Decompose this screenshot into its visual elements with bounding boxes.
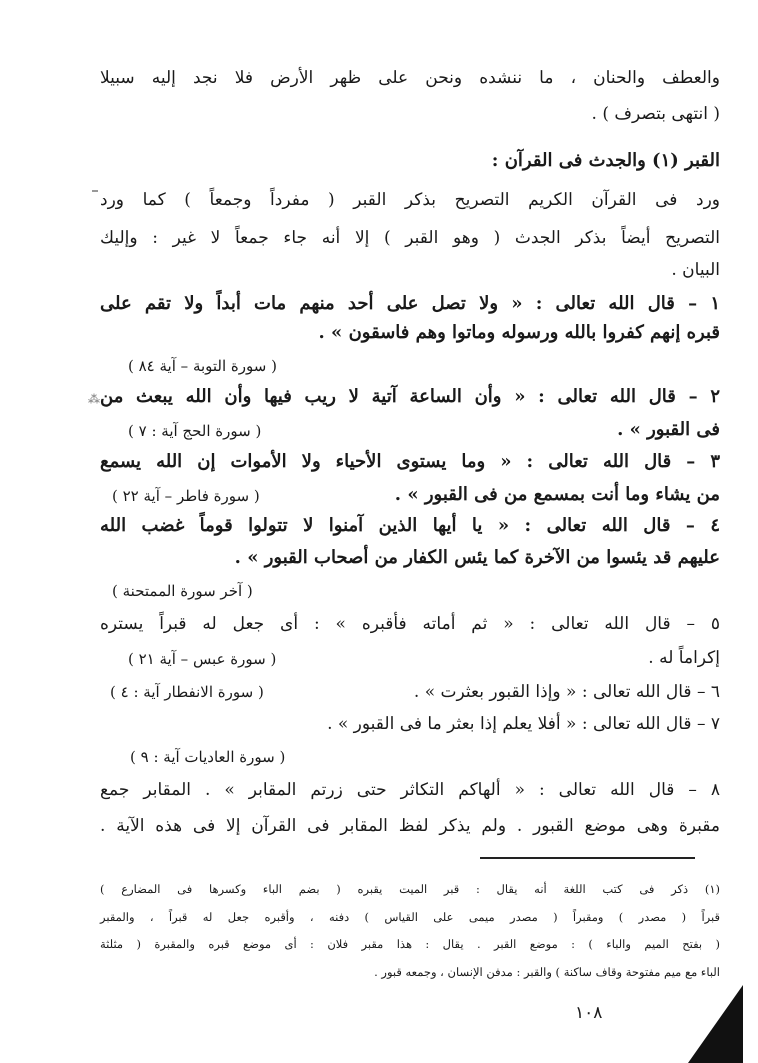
- verse-8-line-2: مقبرة وهى موضع القبور . ولم يذكر لفظ المقابر فى القرآن إلا فى هذه الآية .: [100, 816, 720, 836]
- verse-2-reference: ( سورة الحج آية : ٧ ): [128, 422, 262, 440]
- verse-3-line-1: ٣ – قال الله تعالى : « وما يستوى الأحياء ولا الأموات إن الله يسمع: [100, 451, 720, 472]
- verse-2-line-2: فى القبور » .: [617, 419, 720, 440]
- verse-3-reference: ( سورة فاطر – آية ٢٢ ): [112, 487, 260, 505]
- verse-1-reference: ( سورة التوبة – آية ٨٤ ): [128, 357, 277, 375]
- footnote-line-2: قبراً ( مصدر ) ومقبراً ( مصدر ميمى على القياس ) دفنه ، وأقبره جعل له قبراً ، والمقبر: [100, 910, 720, 924]
- verse-7-reference: ( سورة العاديات آية : ٩ ): [130, 748, 286, 766]
- page-number: ١٠٨: [575, 1003, 603, 1023]
- footnote-line-1: (١) ذكر فى كتب اللغة أنه يقال : قبر الميت يقبره ( بضم الباء وكسرها فى المضارع ): [100, 882, 720, 896]
- verse-1-line-1: ١ – قال الله تعالى : « ولا تصل على أحد منهم مات أبداً ولا تقم على: [100, 293, 720, 314]
- verse-2-line-1: ٢ – قال الله تعالى : « وأن الساعة آتية لا ريب فيها وأن الله يبعث من: [100, 386, 720, 407]
- verse-5-line-1: ٥ – قال الله تعالى : « ثم أماته فأقبره » : أى جعل له قبراً يستره: [100, 614, 720, 634]
- paragraph-line-1: ورد فى القرآن الكريم التصريح بذكر القبر ( مفرداً وجمعاً ) كما ورد: [100, 190, 720, 210]
- scan-smudge-icon: ⁂: [88, 392, 100, 406]
- scan-corner-shadow: [688, 985, 743, 1063]
- verse-4-line-2: عليهم قد يئسوا من الآخرة كما يئس الكفار من أصحاب القبور » .: [234, 547, 720, 568]
- section-heading: القبر (١) والجدث فى القرآن :: [491, 150, 720, 171]
- scan-mark: [92, 190, 98, 192]
- intro-line-1: والعطف والحنان ، ما ننشده ونحن على ظهر الأرض فلا نجد إليه سبيلا: [100, 68, 720, 88]
- paragraph-line-2: التصريح أيضاً بذكر الجدث ( وهو القبر ) إلا أنه جاء جمعاً لا غير : وإليك: [100, 228, 720, 248]
- verse-6-reference: ( سورة الانفطار آية : ٤ ): [110, 683, 264, 701]
- footnote-line-3: ( بفتح الميم والباء ) : موضع القبر . يقال : هذا مقبر فلان : أى موضع قبره والمقبرة ( مثلثة: [100, 937, 720, 951]
- verse-4-line-1: ٤ – قال الله تعالى : « يا أيها الذين آمنوا لا تتولوا قوماً غضب الله: [100, 515, 720, 536]
- verse-4-reference: ( آخر سورة الممتحنة ): [112, 582, 253, 600]
- verse-5-line-2: إكراماً له .: [648, 648, 720, 668]
- paragraph-line-3: البيان .: [671, 260, 720, 280]
- intro-line-2: ( انتهى بتصرف ) .: [591, 104, 720, 124]
- verse-6-line-1: ٦ – قال الله تعالى : « وإذا القبور بعثرت » .: [413, 682, 720, 702]
- verse-1-line-2: قبره إنهم كفروا بالله ورسوله وماتوا وهم فاسقون » .: [318, 322, 720, 343]
- verse-3-line-2: من يشاء وما أنت بمسمع من فى القبور » .: [394, 484, 720, 505]
- footnote-separator: [480, 857, 695, 859]
- footnote-line-4: الباء مع ميم مفتوحة وقاف ساكنة ) والقبر : مدفن الإنسان ، وجمعه قبور .: [374, 965, 720, 979]
- verse-8-line-1: ٨ – قال الله تعالى : « ألهاكم التكاثر حتى زرتم المقابر » . المقابر جمع: [100, 780, 720, 800]
- verse-5-reference: ( سورة عبس – آية ٢١ ): [128, 650, 277, 668]
- verse-7-line-1: ٧ – قال الله تعالى : « أفلا يعلم إذا بعثر ما فى القبور » .: [327, 714, 720, 734]
